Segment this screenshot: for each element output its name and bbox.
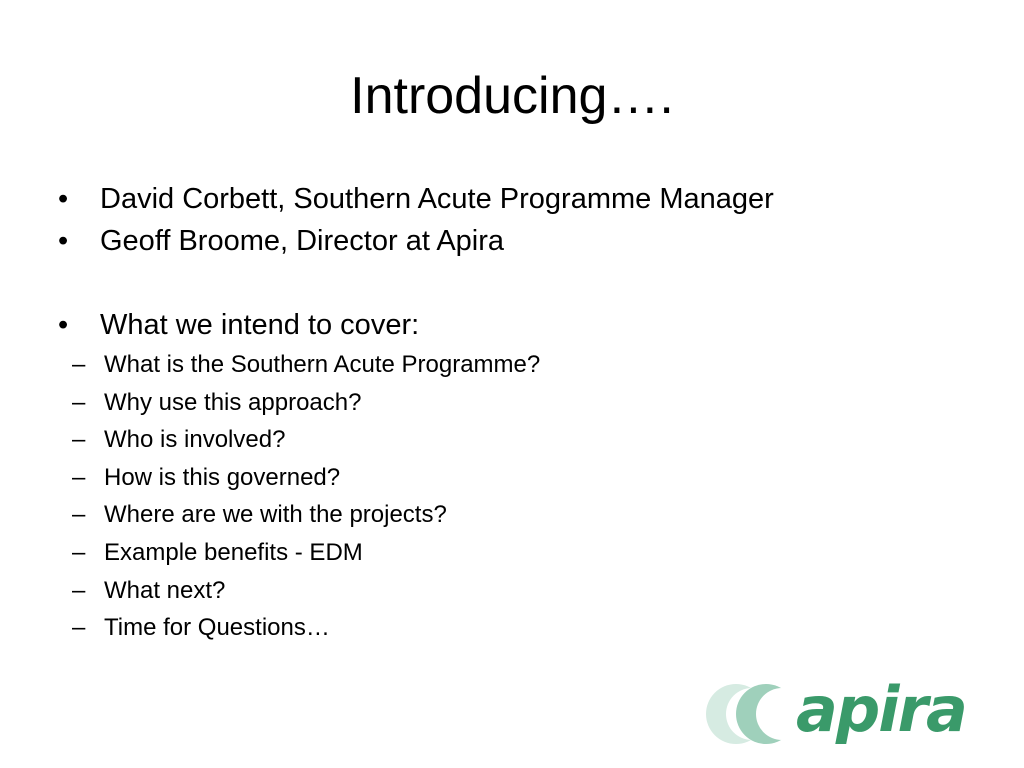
sub-item-text: Time for Questions… — [104, 614, 330, 642]
sub-item-text: What is the Southern Acute Programme? — [104, 351, 541, 378]
sub-item-text: Example benefits - EDM — [104, 538, 363, 566]
sub-item — [62, 496, 958, 534]
bullet-item — [58, 304, 958, 346]
dash-icon: – — [72, 351, 86, 378]
sub-item-text: How is this governed? — [104, 463, 341, 491]
sub-item — [62, 459, 958, 497]
sub-item — [62, 534, 958, 572]
sub-list — [62, 346, 958, 647]
dash-icon: – — [72, 538, 86, 566]
sub-item — [62, 609, 958, 647]
slide-title: Introducing…. — [350, 67, 674, 125]
sub-item-text: Why use this approach? — [104, 388, 362, 416]
sub-item — [62, 572, 958, 610]
dash-icon: – — [72, 463, 86, 491]
bullet-item — [58, 220, 958, 262]
dash-icon: – — [72, 388, 86, 416]
dash-icon: – — [72, 614, 86, 642]
bullet-item — [58, 178, 958, 220]
sub-item — [62, 421, 958, 459]
apira-logo-text: apira — [796, 673, 966, 746]
sub-item — [62, 384, 958, 422]
bullet-text: David Corbett, Southern Acute Programme Manager — [100, 183, 774, 215]
bullet-text: Geoff Broome, Director at Apira — [100, 225, 505, 257]
bullet-icon: • — [58, 183, 69, 215]
sub-list-container — [58, 346, 958, 647]
sub-item-text: Where are we with the projects? — [104, 501, 447, 529]
dash-icon: – — [72, 501, 86, 529]
sub-item — [62, 346, 958, 384]
sub-item-text: What next? — [104, 576, 226, 604]
apira-logo — [700, 673, 1000, 750]
bullet-text: What we intend to cover: — [100, 309, 420, 341]
dash-icon: – — [72, 426, 86, 454]
bullet-icon: • — [58, 309, 69, 341]
dash-icon: – — [72, 576, 86, 604]
apira-logo-icon — [700, 678, 810, 750]
bullet-icon: • — [58, 225, 69, 257]
bullet-list — [58, 178, 958, 647]
sub-item-text: Who is involved? — [104, 426, 286, 454]
